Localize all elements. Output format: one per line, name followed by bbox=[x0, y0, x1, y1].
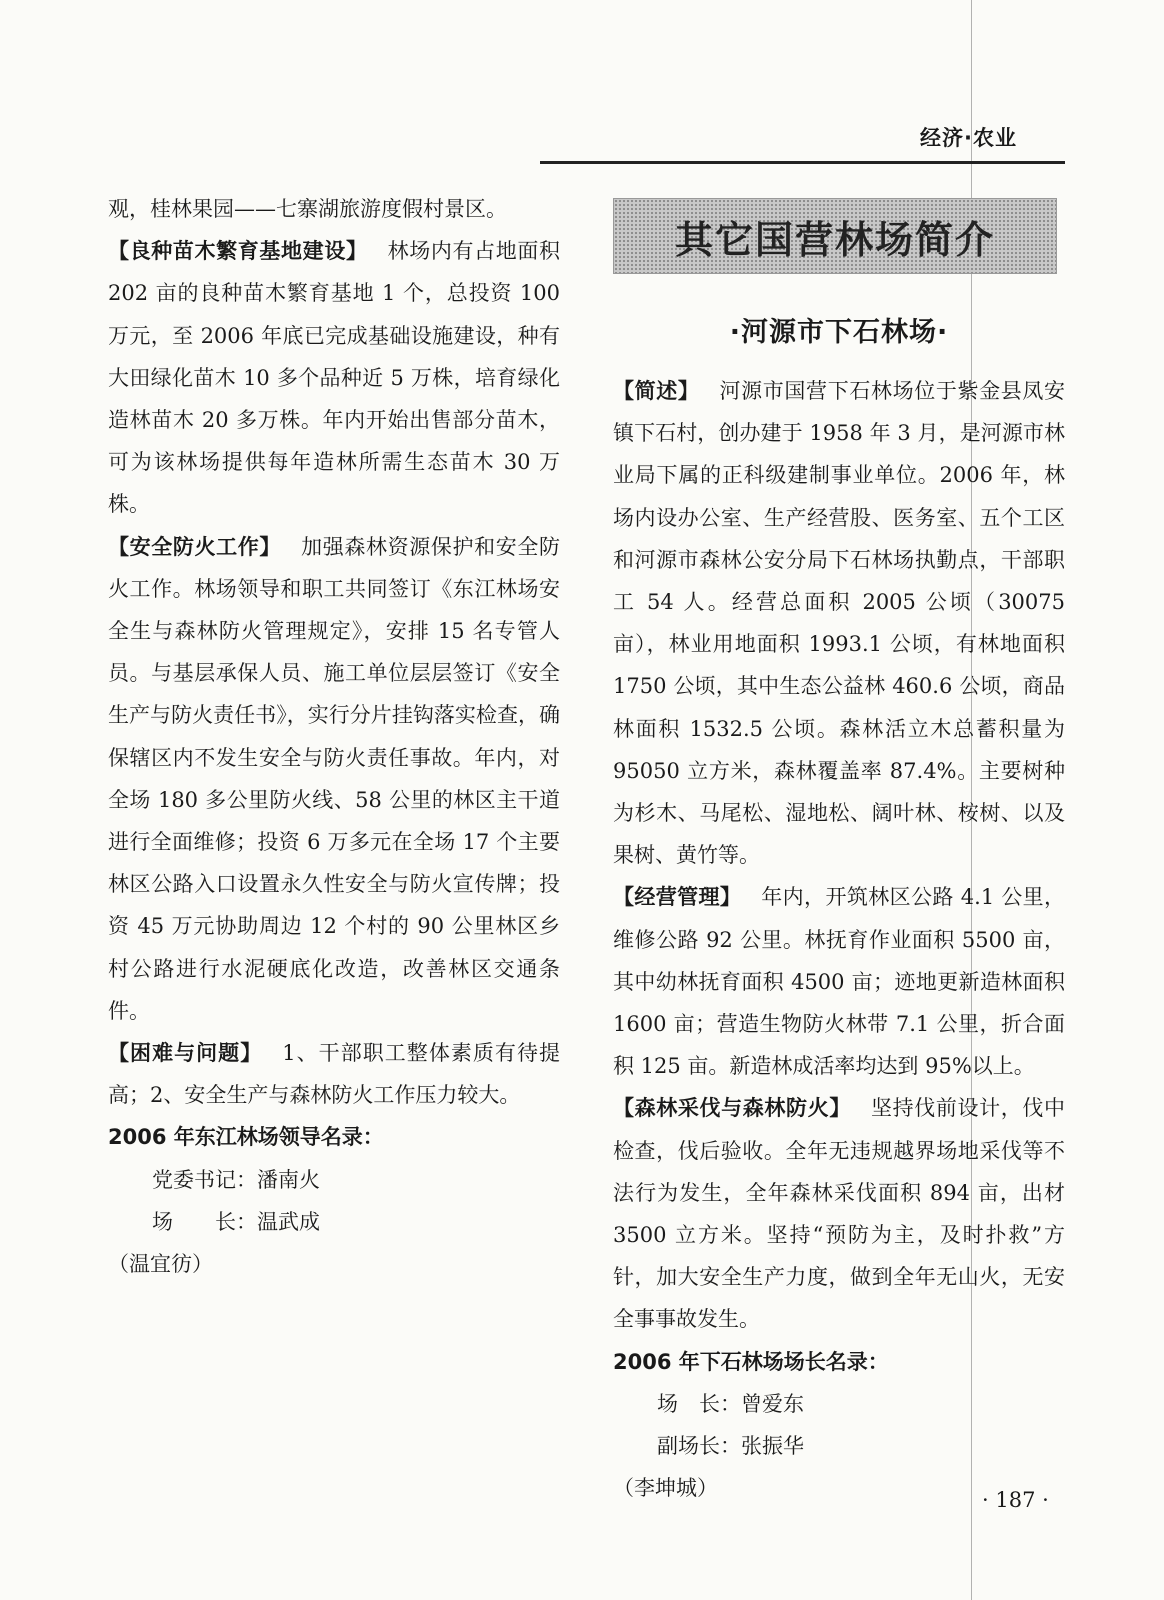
paragraph-text: 加强森林资源保护和安全防火工作。林场领导和职工共同签订《东江林场安全生与森林防火管理规定》，安排 15 名专管人员。与基层承保人员、施工单位层层签订《安全生产与防火责任书》，实行分片挂钩落实检查，确保辖区内不发生安全与防火责任事故。年内，对全场 180 多公里防火线、58 公里的林区主干道进行全面维修；投资 6 万多元在全场 17 个主要林区公路入口设置永久性安全与防火宣传牌；投资 45 万元协助周边 12 个村的 90 公里林区乡村公路进行水泥硬底化改造，改善林区交通条件。 bbox=[108, 534, 561, 1023]
section-tag: 【简述】 bbox=[613, 379, 700, 403]
leader-entry: 副场长：张振华 bbox=[657, 1434, 804, 1459]
paragraph-text: 年内，开筑林区公路 4.1 公里，维修公路 92 公里。林抚育作业面积 5500 亩，其中幼林抚育面积 4500 亩；迹地更新造林面积 1600 亩；营造生物防火林带 7.1 公里，折合面积 125 亩。新造林成活率均达到 95%以上。 bbox=[613, 885, 1066, 1079]
section-tag: 【经营管理】 bbox=[613, 885, 742, 910]
paragraph-continuation: 观，桂林果园——七寨湖旅游度假村景区。 bbox=[108, 197, 507, 221]
section-banner bbox=[613, 198, 1057, 274]
paragraph-problems bbox=[108, 1032, 560, 1116]
banner-title: 其它国营林场简介 bbox=[674, 217, 995, 262]
farm-title: ·河源市下石林场· bbox=[729, 317, 949, 348]
paragraph-logging-fire bbox=[613, 1087, 1065, 1340]
header-rule bbox=[540, 161, 1065, 164]
section-tag: 【森林采伐与森林防火】 bbox=[613, 1096, 851, 1121]
leader-entry: 场 长：曾爱东 bbox=[657, 1391, 804, 1416]
paragraph-text: 河源市国营下石林场位于紫金县凤安镇下石村，创办建于 1958 年 3 月，是河源市林业局下属的正科级建制事业单位。2006 年，林场内设办公室、生产经营股、医务室、五个工区和河源市森林公安分局下石林场执勤点，干部职工 54 人。经营总面积 2005 公顷（30075 亩），林业用地面积 1993.1 公顷，有林地面积 1750 公顷，其中生态公益林 460.6 公顷，商品林面积 1532.5 公顷。森林活立木总蓄积量为 95050 立方米，森林覆盖率 87.4%。主要树种为杉木、马尾松、湿地松、阔叶林、桉树、以及果树、黄竹等。 bbox=[613, 379, 1066, 868]
paragraph-fire-safety bbox=[108, 526, 560, 1032]
paragraph-text: 林场内有占地面积 202 亩的良种苗木繁育基地 1 个，总投资 100 万元，至 2006 年底已完成基础设施建设，种有大田绿化苗木 10 多个品种近 5 万株，培育绿化造林苗木 20 多万株。年内开始出售部分苗木，可为该林场提供每年造林所需生态苗木 30 万株。 bbox=[108, 239, 560, 517]
paragraph-text: 1、干部职工整体素质有待提高；2、安全生产与森林防火工作压力较大。 bbox=[108, 1041, 560, 1108]
left-column bbox=[108, 188, 560, 1285]
leader-entry: 场 长：温武成 bbox=[152, 1209, 320, 1234]
right-column bbox=[613, 370, 1065, 1509]
author-credit: （温宜彷） bbox=[108, 1252, 213, 1277]
page-number: · 187 · bbox=[982, 1488, 1049, 1512]
section-tag: 【安全防火工作】 bbox=[108, 534, 282, 559]
leaders-title: 2006 年东江林场领导名录： bbox=[108, 1125, 384, 1150]
section-header: 经济·农业 bbox=[920, 126, 1017, 150]
leader-entry: 党委书记：潘南火 bbox=[152, 1167, 320, 1192]
paragraph-seedling-base bbox=[108, 230, 560, 525]
section-tag: 【良种苗木繁育基地建设】 bbox=[108, 239, 368, 264]
paragraph-overview bbox=[613, 370, 1065, 876]
leaders-title: 2006 年下石林场场长名录： bbox=[613, 1349, 889, 1374]
section-tag: 【困难与问题】 bbox=[108, 1041, 263, 1066]
author-credit: （李坤城） bbox=[613, 1476, 718, 1501]
paragraph-management bbox=[613, 876, 1065, 1087]
paragraph-text: 坚持伐前设计，伐中检查，伐后验收。全年无违规越界场地采伐等不法行为发生，全年森林采伐面积 894 亩，出材 3500 立方米。坚持“预防为主，及时扑救”方针，加大安全生产力度，做到全年无山火，无安全事事故发生。 bbox=[613, 1096, 1066, 1332]
